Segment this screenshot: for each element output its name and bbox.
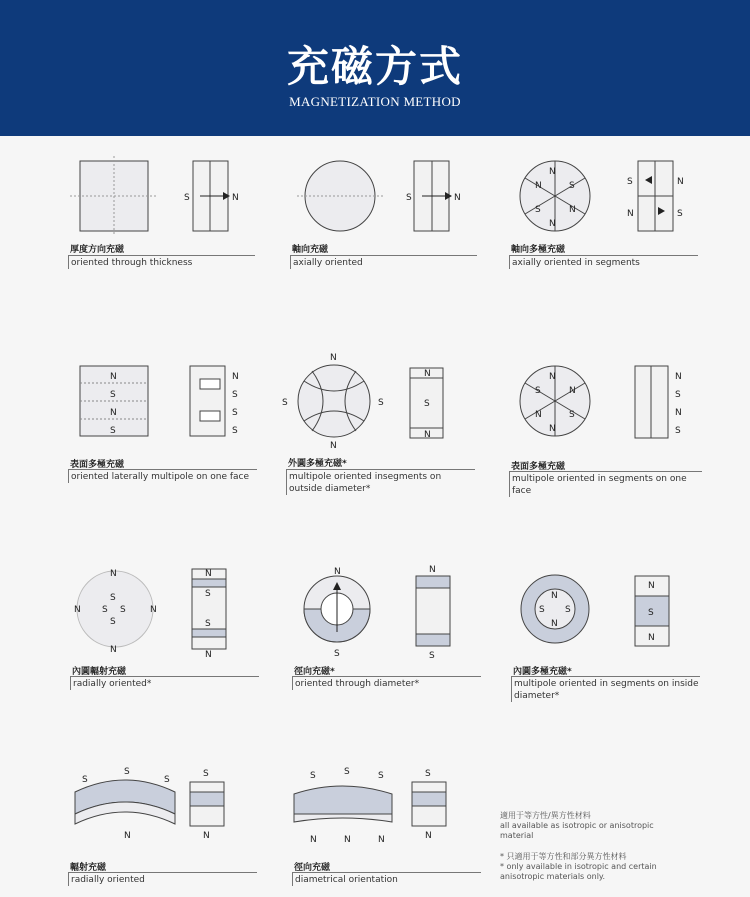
caption-en: axially oriented in segments bbox=[509, 255, 698, 269]
item-radially-oriented bbox=[60, 764, 260, 894]
caption-cn: 表面多極充磁 bbox=[511, 462, 566, 472]
caption-en: multipole oriented insegments on outside diameter* bbox=[286, 469, 475, 495]
item-segments-one-face bbox=[505, 351, 705, 496]
svg-text:N: N bbox=[424, 430, 431, 440]
caption-en: multipole oriented in segments on inside diameter* bbox=[511, 676, 700, 702]
svg-text:S: S bbox=[406, 193, 412, 203]
svg-text:N: N bbox=[205, 650, 212, 660]
svg-text:N: N bbox=[549, 372, 556, 382]
svg-text:N: N bbox=[124, 831, 131, 841]
note1-en: all available as isotropic or anisotropic material bbox=[500, 821, 654, 840]
svg-text:N: N bbox=[110, 408, 117, 418]
svg-text:S: S bbox=[565, 605, 571, 615]
radial-inner-diagram bbox=[60, 564, 260, 664]
diametrical-arc-diagram bbox=[282, 764, 482, 854]
caption-en: oriented laterally multipole on one face bbox=[68, 469, 257, 483]
svg-text:N: N bbox=[549, 167, 556, 177]
svg-text:N: N bbox=[378, 835, 385, 845]
svg-text:S: S bbox=[378, 771, 384, 781]
svg-text:N: N bbox=[310, 835, 317, 845]
svg-text:N: N bbox=[110, 645, 117, 655]
svg-text:N: N bbox=[569, 386, 576, 396]
page-subtitle: MAGNETIZATION METHOD bbox=[289, 94, 461, 109]
svg-text:N: N bbox=[677, 177, 684, 187]
item-laterally-multipole bbox=[60, 351, 260, 481]
svg-text:S: S bbox=[203, 769, 209, 779]
svg-text:S: S bbox=[429, 651, 435, 661]
svg-text:S: S bbox=[205, 589, 211, 599]
note2-en: * only available in isotropic and certain anisotropic materials only. bbox=[500, 862, 657, 881]
svg-text:N: N bbox=[205, 569, 212, 579]
svg-text:N: N bbox=[549, 219, 556, 229]
lateral-multipole-diagram bbox=[60, 351, 260, 461]
svg-text:S: S bbox=[675, 390, 681, 400]
svg-text:N: N bbox=[454, 193, 461, 203]
item-through-diameter bbox=[282, 564, 482, 694]
svg-text:S: S bbox=[282, 398, 288, 408]
svg-text:S: S bbox=[110, 426, 116, 436]
segments-one-face-diagram bbox=[505, 351, 705, 461]
svg-text:S: S bbox=[425, 769, 431, 779]
svg-text:N: N bbox=[425, 831, 432, 841]
note2-cn: * 只適用于等方性和部分異方性材料 bbox=[500, 852, 627, 861]
svg-text:S: S bbox=[164, 775, 170, 785]
svg-text:S: S bbox=[675, 426, 681, 436]
svg-text:N: N bbox=[551, 591, 558, 601]
pole-s: S bbox=[184, 193, 190, 203]
svg-text:S: S bbox=[569, 181, 575, 191]
caption-en: oriented through thickness bbox=[68, 255, 255, 269]
svg-text:S: S bbox=[120, 605, 126, 615]
svg-text:N: N bbox=[330, 353, 337, 363]
svg-text:N: N bbox=[110, 372, 117, 382]
diagram-sheet bbox=[0, 136, 750, 897]
svg-text:S: S bbox=[378, 398, 384, 408]
svg-text:S: S bbox=[102, 605, 108, 615]
svg-text:S: S bbox=[569, 410, 575, 420]
item-through-thickness bbox=[60, 156, 260, 276]
item-inside-diameter bbox=[505, 564, 705, 714]
header-banner bbox=[0, 0, 750, 136]
svg-text:N: N bbox=[627, 209, 634, 219]
note-only-isotropic bbox=[500, 852, 670, 882]
caption-cn: 表面多極充磁 bbox=[70, 460, 125, 470]
svg-text:N: N bbox=[675, 408, 682, 418]
svg-text:S: S bbox=[677, 209, 683, 219]
outside-diameter-diagram bbox=[282, 346, 482, 456]
svg-text:N: N bbox=[344, 835, 351, 845]
svg-text:S: S bbox=[82, 775, 88, 785]
svg-text:S: S bbox=[535, 386, 541, 396]
item-axial-segments bbox=[505, 156, 705, 276]
svg-text:N: N bbox=[549, 424, 556, 434]
svg-text:N: N bbox=[330, 441, 337, 451]
through-diameter-diagram bbox=[282, 564, 482, 664]
caption-cn: 徑向充磁 bbox=[294, 863, 331, 873]
caption-cn: 內圓多極充磁* bbox=[513, 667, 572, 677]
pole-n: N bbox=[232, 193, 239, 203]
inside-diameter-diagram bbox=[505, 564, 705, 664]
svg-text:S: S bbox=[205, 619, 211, 629]
svg-text:S: S bbox=[648, 608, 654, 618]
svg-text:S: S bbox=[110, 390, 116, 400]
svg-text:N: N bbox=[203, 831, 210, 841]
svg-text:N: N bbox=[150, 605, 157, 615]
svg-text:S: S bbox=[334, 649, 340, 659]
svg-text:S: S bbox=[344, 767, 350, 777]
svg-text:S: S bbox=[627, 177, 633, 187]
svg-text:N: N bbox=[429, 565, 436, 575]
svg-text:S: S bbox=[232, 426, 238, 436]
svg-text:N: N bbox=[232, 372, 239, 382]
svg-text:N: N bbox=[535, 410, 542, 420]
item-radially-inner bbox=[60, 564, 260, 694]
svg-text:N: N bbox=[110, 569, 117, 579]
item-outside-diameter bbox=[282, 346, 482, 496]
note-isotropic bbox=[500, 811, 660, 841]
svg-text:N: N bbox=[535, 181, 542, 191]
svg-text:S: S bbox=[535, 205, 541, 215]
note1-cn: 適用于等方性/異方性材料 bbox=[500, 811, 591, 820]
caption-cn: 徑向充磁* bbox=[294, 667, 335, 677]
svg-text:N: N bbox=[648, 581, 655, 591]
radial-arc-diagram bbox=[60, 764, 260, 854]
caption-cn: 內圓輻射充磁 bbox=[72, 667, 127, 677]
caption-cn: 軸向充磁 bbox=[292, 245, 329, 255]
svg-text:N: N bbox=[675, 372, 682, 382]
svg-text:S: S bbox=[424, 399, 430, 409]
svg-text:N: N bbox=[569, 205, 576, 215]
svg-text:N: N bbox=[648, 633, 655, 643]
item-diametrical bbox=[282, 764, 482, 894]
caption-cn: 軸向多極充磁 bbox=[511, 245, 566, 255]
caption-en: radially oriented* bbox=[70, 676, 259, 690]
svg-text:S: S bbox=[110, 617, 116, 627]
svg-text:S: S bbox=[110, 593, 116, 603]
caption-cn: 厚度方向充磁 bbox=[70, 245, 125, 255]
caption-en: diametrical orientation bbox=[292, 872, 481, 886]
caption-cn: 外圓多極充磁* bbox=[288, 459, 347, 469]
svg-text:S: S bbox=[539, 605, 545, 615]
svg-text:S: S bbox=[232, 408, 238, 418]
caption-en: multipole oriented in segments on one face bbox=[509, 471, 702, 497]
svg-text:S: S bbox=[232, 390, 238, 400]
caption-cn: 輻射充磁 bbox=[70, 863, 107, 873]
svg-text:S: S bbox=[124, 767, 130, 777]
item-axially bbox=[282, 156, 482, 276]
caption-en: oriented through diameter* bbox=[292, 676, 481, 690]
svg-text:N: N bbox=[551, 619, 558, 629]
page-title: 充磁方式 bbox=[286, 42, 463, 91]
svg-text:S: S bbox=[310, 771, 316, 781]
svg-text:N: N bbox=[334, 567, 341, 577]
svg-text:N: N bbox=[424, 369, 431, 379]
caption-en: axially oriented bbox=[290, 255, 477, 269]
caption-en: radially oriented bbox=[68, 872, 257, 886]
svg-text:N: N bbox=[74, 605, 81, 615]
